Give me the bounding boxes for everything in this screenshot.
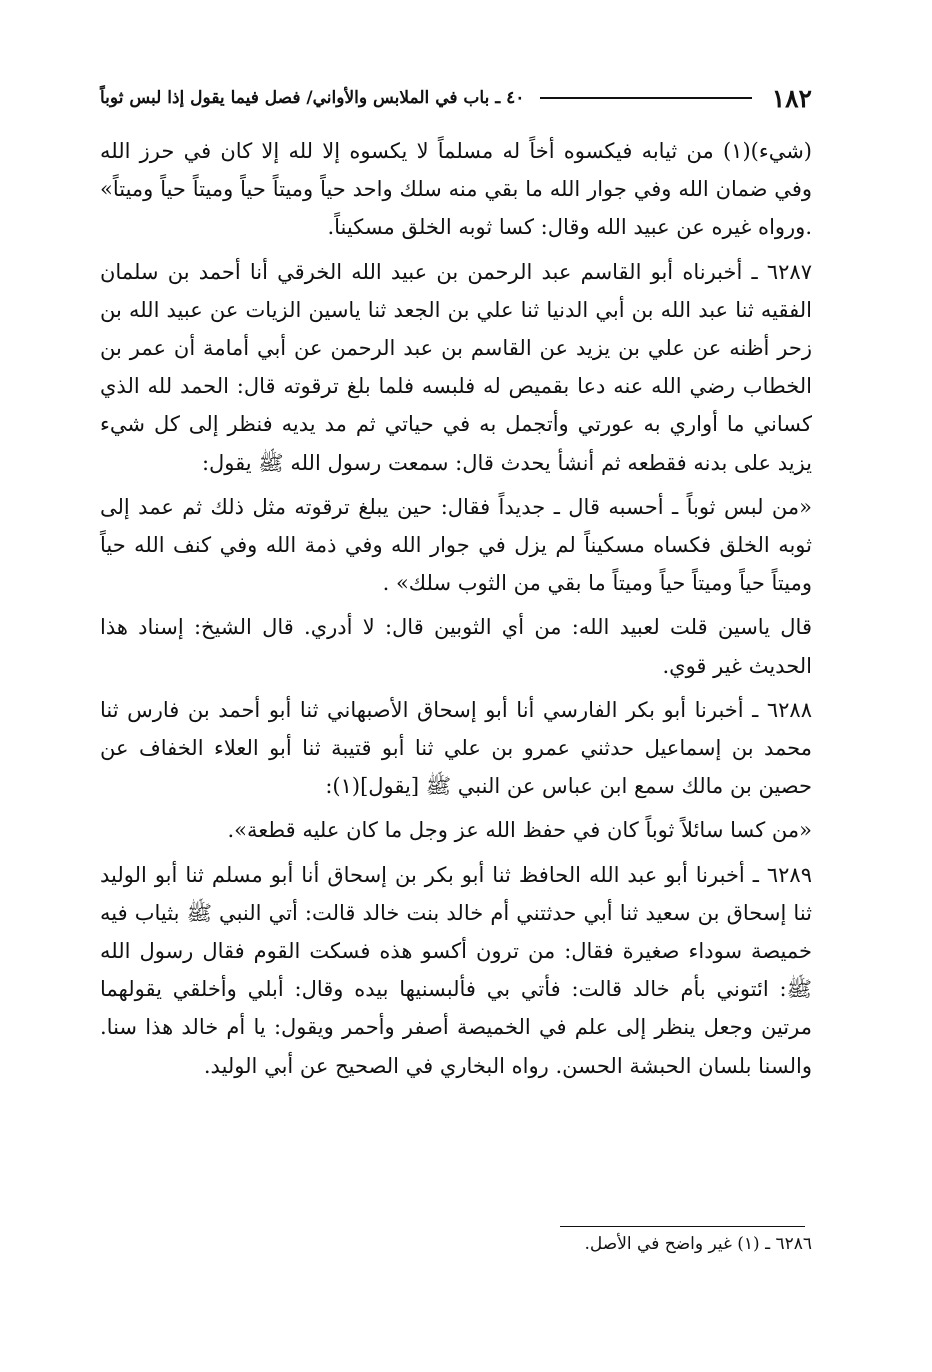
footnote-rule <box>560 1226 805 1227</box>
hadith-6289: ٦٢٨٩ ـ أخبرنا أبو عبد الله الحافظ ثنا أبو بكر بن إسحاق أنا أبو مسلم ثنا أبو الوليد ثنا إسحاق بن سعيد ثنا أبي حدثتني أم خالد بنت خالد قالت: أتي النبي ﷺ بثياب فيه خميصة سوداء صغيرة فقال: من ترون أكسو هذه فسكت القوم فقال رسول الله ﷺ: ائتوني بأم خالد قالت: فأتي بي فألبسنيها بيده وقال: أبلي وأخلقي يقولهما مرتين وجعل ينظر إلى علم في الخميصة أصفر وأحمر ويقول: يا أم خالد هذا سنا. والسنا بلسان الحبشة الحسن. رواه البخاري في الصحيح عن أبي الوليد. <box>100 862 812 1078</box>
running-title: ٤٠ ـ باب في الملابس والأواني/ فصل فيما يقول إذا لبس ثوباً <box>100 88 525 108</box>
hadith-6288-text: «من كسا سائلاً ثوباً كان في حفظ الله عز وجل ما كان عليه قطعة». <box>227 818 812 843</box>
hadith-6288: ٦٢٨٨ ـ أخبرنا أبو بكر الفارسي أنا أبو إسحاق الأصبهاني ثنا أبو أحمد بن فارس ثنا محمد بن إسماعيل حدثني عمرو بن علي ثنا أبو قتيبة ثنا أبو العلاء الخفاف عن حصين بن مالك سمع ابن عباس عن النبي ﷺ [يقول](١): <box>100 697 812 799</box>
paragraph-continuation: (شيء)(١) من ثيابه فيكسوه أخاً له مسلماً لا يكسوه إلا لله إلا كان في حرز الله وفي ضمان الله وفي جوار الله ما بقي منه سلك واحد حياً وميتاً حياً وميتاً حياً وميتاً» .ورواه غيره عن عبيد الله وقال: كسا ثوبه الخلق مسكيناً. <box>100 139 812 240</box>
page-number: ١٨٢ <box>771 83 812 113</box>
hadith-6287: ٦٢٨٧ ـ أخبرناه أبو القاسم عبد الرحمن بن عبيد الله الخرقي أنا أحمد بن سلمان الفقيه ثنا عبد الله بن أبي الدنيا ثنا علي بن الجعد ثنا ياسين الزيات عن عبيد الله بن زحر أظنه عن علي بن يزيد عن القاسم بن عبد الرحمن عن أبي أمامة أن عمر بن الخطاب رضي الله عنه دعا بقميص له فلبسه فلما بلغ ترقوته قال: الحمد لله الذي كساني ما أواري به عورتي وأتجمل به في حياتي ثم مد يديه فنظر إلى كل شيء يزيد على بدنه فقطعه ثم أنشأ يحدث قال: سمعت رسول الله ﷺ يقول: <box>100 259 812 475</box>
header-rule <box>540 97 751 99</box>
page-header <box>100 78 812 118</box>
page-body <box>100 132 812 1085</box>
hadith-6287-text: «من لبس ثوباً ـ أحسبه قال ـ جديداً فقال: حين يبلغ ترقوته مثل ذلك ثم عمد إلى ثوبه الخلق فكساه مسكيناً لم يزل في جوار الله وفي ذمة الله وفي كنف الله حياً وميتاً حياً وميتاً حياً وميتاً ما بقي من الثوب سلك» . <box>100 494 812 596</box>
hadith-6287-comment: قال ياسين قلت لعبيد الله: من أي الثوبين قال: لا أدري. قال الشيخ: إسناد هذا الحديث غير قوي. <box>100 615 812 678</box>
footnote: ٦٢٨٦ ـ (١) غير واضح في الأصل. <box>584 1234 812 1254</box>
